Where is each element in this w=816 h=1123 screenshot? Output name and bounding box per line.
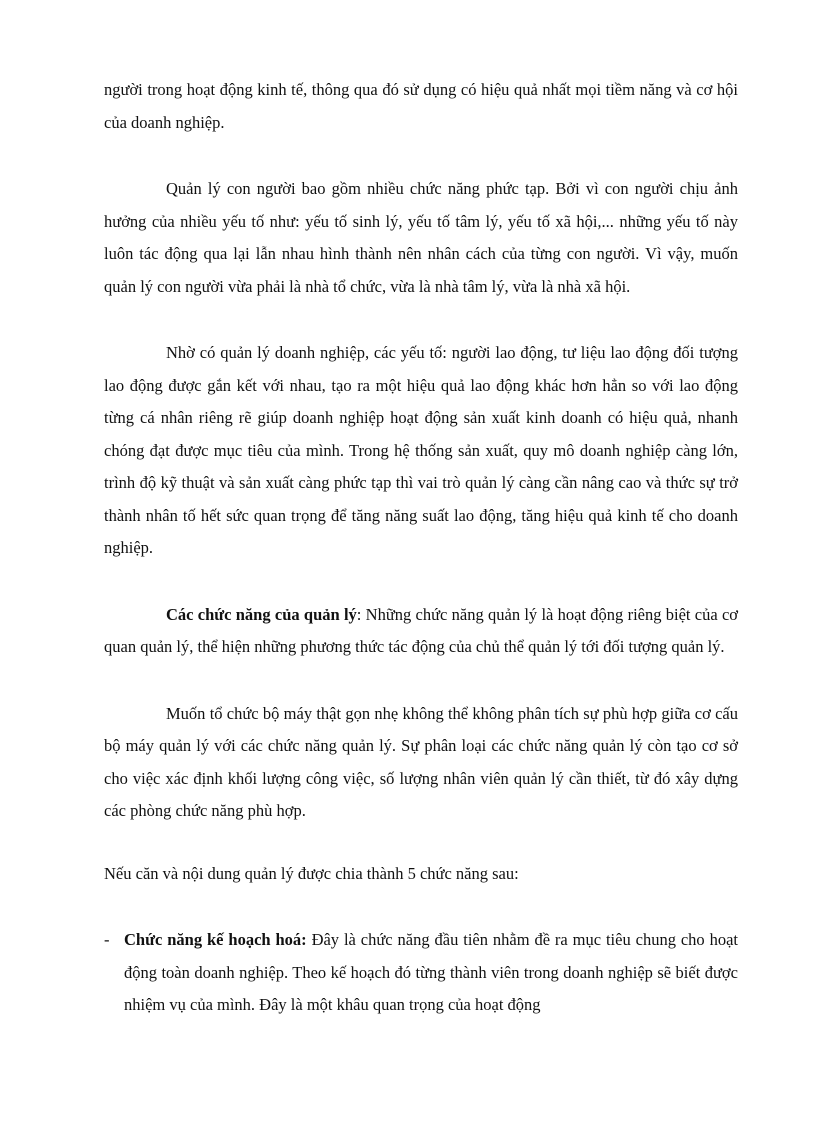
planning-function-title: Chức năng kế hoạch hoá: xyxy=(124,930,307,949)
paragraph-managing-people: Quản lý con người bao gồm nhiều chức năng phức tạp. Bởi vì con người chịu ảnh hưởng của nhiều yếu tố như: yếu tố sinh lý, yếu tố tâm lý, yếu tố xã hội,... những yếu tố này luôn tác động qua lại lẫn nhau hình thành nên nhân cách của từng con người. Vì vậy, muốn quản lý con người vừa phải là nhà tổ chức, vừa là nhà tâm lý, vừa là nhà xã hội. xyxy=(104,179,738,296)
paragraph-five-functions-intro: Nếu căn và nội dung quản lý được chia thành 5 chức năng sau: xyxy=(104,863,519,883)
paragraph-business-management: Nhờ có quản lý doanh nghiệp, các yếu tố: người lao động, tư liệu lao động đối tượng lao động được gắn kết với nhau, tạo ra một hiệu quả lao động khác hơn hẳn so với lao động từng cá nhân riêng rẽ giúp doanh nghiệp hoạt động sản xuất kinh doanh có hiệu quả, nhanh chóng đạt được mục tiêu của mình. Trong hệ thống sản xuất, quy mô doanh nghiệp càng lớn, trình độ kỹ thuật và sản xuất càng phức tạp thì vai trò quản lý càng cần nâng cao và thức sự trở thành nhân tố hết sức quan trọng để tăng năng suất lao động, tăng hiệu quả kinh tế cho doanh nghiệp. xyxy=(104,343,738,557)
paragraph-organization-structure: Muốn tổ chức bộ máy thật gọn nhẹ không thể không phân tích sự phù hợp giữa cơ cấu bộ máy quản lý với các chức năng quản lý. Sự phân loại các chức năng quản lý còn tạo cơ sở cho việc xác định khối lượng công việc, số lượng nhân viên quản lý cần thiết, từ đó xây dựng các phòng chức năng phù hợp. xyxy=(104,703,738,820)
bullet-dash: - xyxy=(104,930,110,949)
bullet-planning-function xyxy=(104,924,738,1022)
paragraph-continuation: người trong hoạt động kinh tế, thông qua đó sử dụng có hiệu quả nhất mọi tiềm năng và cơ hội của doanh nghiệp. xyxy=(104,80,738,132)
paragraph-management-functions xyxy=(104,599,738,664)
bullet-body xyxy=(124,924,738,1022)
planning-function-text: Đây là chức năng đầu tiên nhằm đề ra mục tiêu chung cho hoạt động toàn doanh nghiệp. Theo kế hoạch đó từng thành viên trong doanh nghiệp sẽ biết được nhiệm vụ của mình. Đây là một khâu quan trọng của hoạt động xyxy=(124,930,738,1014)
functions-heading: Các chức năng của quản lý xyxy=(166,604,357,624)
functions-definition: : Những chức năng quản lý là hoạt động riêng biệt của cơ quan quản lý, thể hiện những phương thức tác động của chủ thể quản lý tới đối tượng quản lý. xyxy=(104,604,738,656)
